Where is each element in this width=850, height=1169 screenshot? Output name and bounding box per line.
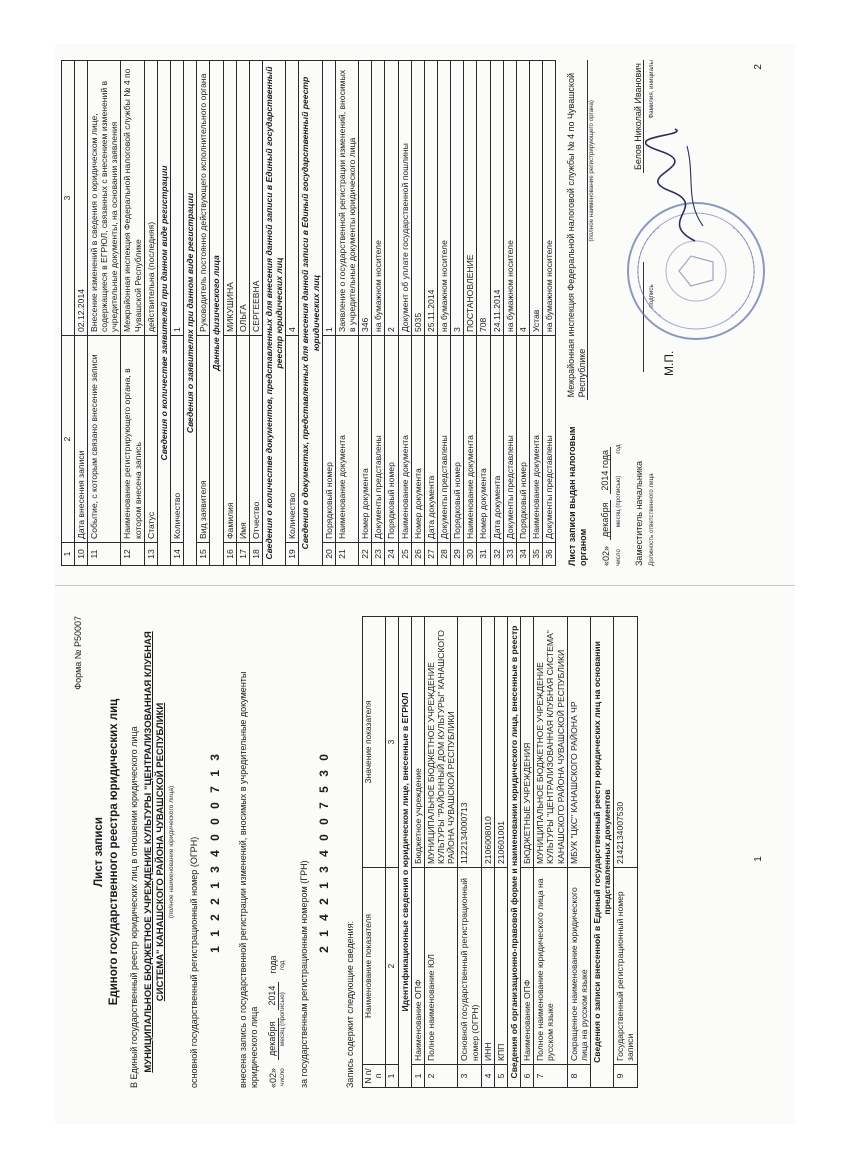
table-row	[481, 617, 494, 1088]
row-value: действительна (последняя)	[144, 61, 157, 336]
row-label: Государственный регистрационный номер записи	[614, 868, 637, 1065]
row-number: 19	[286, 543, 299, 566]
info-table-1	[362, 616, 638, 1088]
row-label: КПП	[494, 868, 507, 1065]
seal-mark: М.П.	[661, 350, 676, 376]
row-label: Количество	[171, 336, 184, 543]
row-number: 9	[614, 1065, 637, 1088]
issued-label: Лист записи выдан налоговым органом	[567, 426, 588, 566]
section-person	[210, 61, 223, 566]
col-num-3: 3	[385, 617, 398, 868]
table-row	[411, 617, 424, 1088]
row-label: Номер документа	[411, 336, 424, 543]
sig-date-row	[600, 60, 612, 566]
col-header-n: N п/п	[363, 1065, 386, 1088]
table-row	[223, 61, 236, 566]
row-value: 1	[322, 61, 335, 336]
row-number: 29	[451, 543, 464, 566]
row-number: 4	[481, 1065, 494, 1088]
table-row	[286, 61, 299, 566]
section-applicant-count	[157, 61, 170, 566]
row-label: Вид заявителя	[197, 336, 210, 543]
table-row	[249, 61, 262, 566]
table-row	[398, 61, 411, 566]
row-label: Наименование документа	[335, 336, 358, 543]
row-value: 346	[359, 61, 372, 336]
row-label: Документы представлены	[503, 336, 516, 543]
row-label: Наименование ОПФ	[521, 868, 534, 1065]
row-value: 5035	[411, 61, 424, 336]
table-row	[451, 61, 464, 566]
col-num-1: 1	[385, 1065, 398, 1088]
row-value: 25.11.2014	[424, 61, 437, 336]
p2-col-num-1: 1	[62, 543, 75, 566]
row-label: Наименование регистрирующего органа, в котором внесена запись	[121, 336, 144, 543]
section-opf-title: Сведения об организационно-правовой форме и наименовании юридического лица, внесенные в реестр	[508, 617, 521, 1088]
row-number: 6	[521, 1065, 534, 1088]
issued-row	[566, 60, 588, 566]
row-number: 13	[144, 543, 157, 566]
section-applicants-title: Сведения о заявителях при данном виде регистрации	[184, 61, 197, 566]
info-table-2	[61, 60, 556, 566]
row-number: 21	[335, 543, 358, 566]
row-number: 26	[411, 543, 424, 566]
table-row	[74, 61, 87, 566]
row-value: Руководитель постоянно действующего исполнительного органа	[197, 61, 210, 336]
row-value: Внесение изменений в сведения о юридическом лице, содержащиеся в ЕГРЮЛ, связанных с внесением изменений в учредительные документы, на основании заявления	[88, 61, 121, 336]
row-label: ИНН	[481, 868, 494, 1065]
row-number: 15	[197, 543, 210, 566]
row-number: 12	[121, 543, 144, 566]
row-value: МИКУШИНА	[223, 61, 236, 336]
p2-col-num-3: 3	[62, 61, 75, 336]
date-year-suffix: года	[268, 955, 279, 974]
row-label: Дата внесения записи	[74, 336, 87, 543]
sig-day: «02»	[600, 545, 611, 566]
table-row	[490, 61, 503, 566]
name-caption: Фамилия, инициалы	[648, 60, 656, 119]
org-full-name: МУНИЦИПАЛЬНОЕ БЮДЖЕТНОЕ УЧРЕЖДЕНИЕ КУЛЬТУРЫ "ЦЕНТРАЛИЗОВАННАЯ КЛУБНАЯ СИСТЕМА" КАНАШСКОГО РАЙОНА ЧУВАШСКОЙ РЕСПУБЛИКИ	[143, 631, 167, 1073]
sig-cap-year: год	[615, 444, 623, 454]
table-row	[359, 61, 372, 566]
date-captions	[279, 616, 287, 1086]
ogrn-label: основной государственный регистрационный номер (ОГРН)	[189, 836, 200, 1088]
row-value: МУНИЦИПАЛЬНОЕ БЮДЖЕТНОЕ УЧРЕЖДЕНИЕ КУЛЬТУРЫ "РАЙОННЫЙ ДОМ КУЛЬТУРЫ" КАНАШСКОГО РАЙОНА ЧУВАШСКОЙ РЕСПУБЛИКИ	[425, 617, 458, 868]
row-label: Полное наименование ЮЛ	[425, 868, 458, 1065]
row-value: МБУК "ЦКС" КАНАШСКОГО РАЙОНА ЧР	[567, 617, 590, 868]
row-label: Наименование документа	[464, 336, 477, 543]
record-made-text: внесена запись о государственной регистрации изменений, вносимых в учредительные документы юридического лица	[238, 671, 259, 1088]
section-record	[591, 617, 614, 1088]
page-1	[55, 594, 795, 1124]
row-label: Дата документа	[424, 336, 437, 543]
row-value: на бумажном носителе	[437, 61, 450, 336]
table-row	[335, 61, 358, 566]
sig-month: декабря	[600, 500, 612, 540]
row-value: 2106008010	[481, 617, 494, 868]
row-value: Бюджетное учреждение	[411, 617, 424, 868]
form-number: Форма № Р50007	[73, 616, 83, 690]
row-label: Дата документа	[490, 336, 503, 543]
row-label: Наименование документа	[398, 336, 411, 543]
row-number: 31	[477, 543, 490, 566]
section-ident	[398, 617, 411, 1088]
document-sheet	[55, 44, 795, 1124]
date-year: 2014	[267, 982, 279, 1010]
table-row	[464, 61, 477, 566]
section-opf	[508, 617, 521, 1088]
row-value: Заявление о государственной регистрации изменений, вносимых в учредительные документы юридического лица	[335, 61, 358, 336]
row-label: Сокращенное наименование юридического лица на русском языке	[567, 868, 590, 1065]
table-row	[197, 61, 210, 566]
row-label: Порядковый номер	[516, 336, 529, 543]
cap-day: число	[279, 1068, 287, 1086]
col-header-value: Значение показателя	[363, 617, 386, 868]
row-number: 36	[543, 543, 556, 566]
row-value: Устав	[529, 61, 542, 336]
row-number: 7	[534, 1065, 567, 1088]
table-row	[425, 617, 458, 1088]
page-2	[55, 44, 795, 576]
date-day: «02»	[268, 1067, 279, 1088]
row-label: Основной государственный регистрационный номер (ОГРН)	[458, 868, 481, 1065]
row-label: Порядковый номер	[322, 336, 335, 543]
row-number: 34	[516, 543, 529, 566]
table-row	[521, 617, 534, 1088]
row-value: 210601001	[494, 617, 507, 868]
table-row	[88, 61, 121, 566]
section-applicants	[184, 61, 197, 566]
table-header-numbers	[385, 617, 398, 1088]
row-label: Номер документа	[359, 336, 372, 543]
table-row	[529, 61, 542, 566]
row-number: 17	[236, 543, 249, 566]
row-label: Событие, с которым связано внесение записи	[88, 336, 121, 543]
official-position: Заместитель начальника	[633, 460, 644, 566]
row-number: 27	[424, 543, 437, 566]
row-value: 4	[286, 61, 299, 336]
row-value: 24.11.2014	[490, 61, 503, 336]
row-number: 11	[88, 543, 121, 566]
info-table-1-body	[363, 617, 638, 1088]
table-row	[171, 61, 184, 566]
col-header-name: Наименование показателя	[363, 868, 386, 1065]
row-number: 1	[411, 1065, 424, 1088]
row-number: 30	[464, 543, 477, 566]
row-label: Количество	[286, 336, 299, 543]
sig-cap-month: месяц (прописью)	[615, 475, 623, 528]
row-label: Документы представлены	[543, 336, 556, 543]
row-label: Документы представлены	[437, 336, 450, 543]
table-row	[236, 61, 249, 566]
intro-text: В Единый государственный реестр юридических лиц в отношении юридического лица	[129, 726, 140, 1088]
section-person-title: Данные физического лица	[210, 61, 223, 566]
row-number: 14	[171, 543, 184, 566]
date-month: декабря	[267, 1018, 279, 1060]
info-table-2-body	[62, 61, 556, 566]
row-value: 1122134000713	[458, 617, 481, 868]
table-row	[534, 617, 567, 1088]
cap-year: год	[279, 960, 287, 971]
table-row	[503, 61, 516, 566]
row-number: 28	[437, 543, 450, 566]
row-value: 4	[516, 61, 529, 336]
table-row	[437, 61, 450, 566]
row-number: 33	[503, 543, 516, 566]
row-label: Наименование ОПФ	[411, 868, 424, 1065]
cap-month: месяц (прописью)	[279, 992, 287, 1047]
doc-title-1: Лист записи	[92, 817, 105, 887]
table-row	[516, 61, 529, 566]
authority-caption: (полное наименование регистрирующего органа)	[588, 100, 596, 242]
section-applicant-count-title: Сведения о количестве заявителей при данном виде регистрации	[157, 61, 170, 566]
ogrn-value: 1 1 2 2 1 3 4 0 0 0 7 1 3	[208, 751, 223, 953]
section-doc-count	[263, 61, 286, 566]
page-divider	[55, 585, 795, 586]
table-row	[458, 617, 481, 1088]
official-name: Белов Николай Иванович	[633, 60, 645, 173]
row-number: 23	[372, 543, 385, 566]
row-number: 22	[359, 543, 372, 566]
p2-col-num-2: 2	[62, 336, 75, 543]
table-header-numbers-2	[62, 61, 75, 566]
row-label: Статус	[144, 336, 157, 543]
row-label: Фамилия	[223, 336, 236, 543]
row-label: Отчество	[249, 336, 262, 543]
grn-label: за государственным регистрационным номером (ГРН)	[298, 860, 309, 1088]
row-number: 18	[249, 543, 262, 566]
section-docs-title: Сведения о документах, представленных для внесения данной записи в Единый государственный реестр юридических лиц	[299, 61, 322, 566]
row-label: Порядковый номер	[451, 336, 464, 543]
grn-value: 2 1 4 2 1 3 4 0 0 7 5 3 0	[317, 751, 332, 953]
page-number-1: 1	[753, 856, 765, 862]
issued-authority: Межрайонная инспекция Федеральной налоговой службы № 4 по Чувашской Республике	[566, 60, 588, 400]
row-number: 32	[490, 543, 503, 566]
table-row	[322, 61, 335, 566]
handwritten-signature	[645, 126, 715, 246]
row-number: 3	[458, 1065, 481, 1088]
record-contains: Запись содержит следующие сведения:	[345, 921, 356, 1088]
row-value: Межрайонная инспекция Федеральной налоговой службы № 4 по Чувашской Республике	[121, 61, 144, 336]
table-row	[411, 61, 424, 566]
table-row	[567, 617, 590, 1088]
doc-title-2: Единого государственного реестра юридических лиц	[107, 698, 120, 1006]
row-number: 24	[385, 543, 398, 566]
row-value: 708	[477, 61, 490, 336]
row-value: СЕРГЕЕВНА	[249, 61, 262, 336]
sign-caption: подпись	[648, 284, 656, 308]
row-value: на бумажном носителе	[543, 61, 556, 336]
table-row	[543, 61, 556, 566]
table-header	[363, 617, 386, 1088]
row-number: 2	[425, 1065, 458, 1088]
sig-year: 2014 года	[600, 447, 612, 494]
row-value: 3	[451, 61, 464, 336]
row-value: 2	[385, 61, 398, 336]
row-label: Полное наименование юридического лица на русском языке	[534, 868, 567, 1065]
page-number-2: 2	[753, 64, 765, 70]
table-row	[372, 61, 385, 566]
position-caption: Должность ответственного лица	[648, 473, 656, 566]
record-date	[267, 616, 279, 1088]
section-record-title: Сведения о записи внесенной в Единый государственный реестр юридических лиц на основании представленных документов	[591, 617, 614, 1088]
row-value: ОЛЬГА	[236, 61, 249, 336]
table-row	[121, 61, 144, 566]
row-value: Документ об уплате государственной пошлины	[398, 61, 411, 336]
row-number: 10	[74, 543, 87, 566]
org-name-caption: (полное наименование юридического лица)	[167, 785, 175, 919]
row-value: на бумажном носителе	[372, 61, 385, 336]
row-value: на бумажном носителе	[503, 61, 516, 336]
row-label: Документы представлены	[372, 336, 385, 543]
row-value: 2142134007530	[614, 617, 637, 868]
section-docs	[299, 61, 322, 566]
section-doc-count-title: Сведения о количестве документов, представленных для внесения данной записи в Единый государственный реестр юридических лиц	[263, 61, 286, 566]
row-value: 1	[171, 61, 184, 336]
row-number: 20	[322, 543, 335, 566]
row-label: Имя	[236, 336, 249, 543]
section-ident-title: Идентификационные сведения о юридическом лице, внесенные в ЕГРЮЛ	[398, 617, 411, 1088]
row-label: Порядковый номер	[385, 336, 398, 543]
table-row	[424, 61, 437, 566]
row-label: Наименование документа	[529, 336, 542, 543]
col-num-2: 2	[385, 868, 398, 1065]
row-number: 25	[398, 543, 411, 566]
table-row	[614, 617, 637, 1088]
sig-cap-day: число	[615, 549, 623, 566]
row-value: МУНИЦИПАЛЬНОЕ БЮДЖЕТНОЕ УЧРЕЖДЕНИЕ КУЛЬТУРЫ "ЦЕНТРАЛИЗОВАННАЯ КЛУБНАЯ СИСТЕМА" КАНАШСКОГО РАЙОНА ЧУВАШСКОЙ РЕСПУБЛИКИ	[534, 617, 567, 868]
row-value: 02.12.2014	[74, 61, 87, 336]
row-value: ПОСТАНОВЛЕНИЕ	[464, 61, 477, 336]
table-row	[477, 61, 490, 566]
table-row	[144, 61, 157, 566]
row-number: 8	[567, 1065, 590, 1088]
row-number: 16	[223, 543, 236, 566]
row-number: 35	[529, 543, 542, 566]
row-number: 5	[494, 1065, 507, 1088]
row-value: БЮДЖЕТНЫЕ УЧРЕЖДЕНИЯ	[521, 617, 534, 868]
table-row	[385, 61, 398, 566]
table-row	[494, 617, 507, 1088]
row-label: Номер документа	[477, 336, 490, 543]
